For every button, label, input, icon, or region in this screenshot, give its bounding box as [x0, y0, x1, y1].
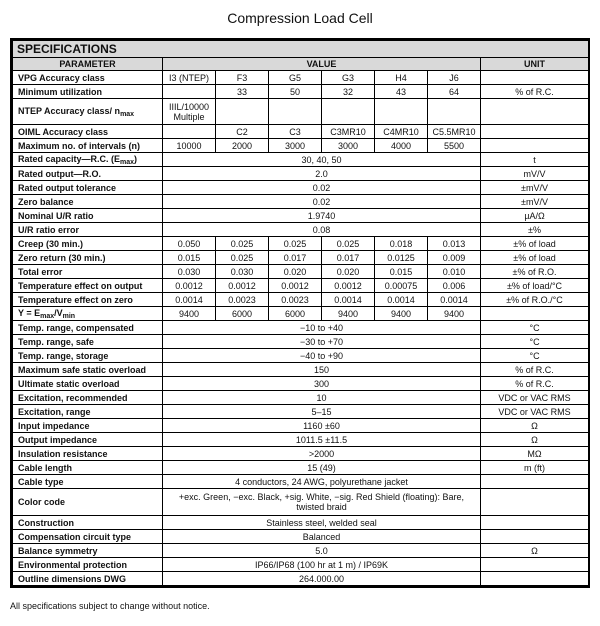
unit-cell: [481, 99, 589, 125]
value-cell: −30 to +70: [163, 335, 481, 349]
parameter-label: Excitation, recommended: [18, 392, 128, 403]
value-cell: 0.025: [216, 251, 269, 265]
value-cell: +exc. Green, −exc. Black, +sig. White, −sig. Red Shield (floating): Bare, twisted braid: [163, 489, 481, 516]
table-row: [13, 237, 589, 251]
value-cell: 0.0125: [375, 251, 428, 265]
specifications-table: [10, 38, 590, 588]
value-cell: 9400: [163, 307, 216, 321]
value-cell: 0.025: [269, 237, 322, 251]
parameter-label: Maximum no. of intervals (n): [18, 140, 141, 151]
table-row: [13, 85, 589, 99]
value-cell: 0.02: [163, 195, 481, 209]
value-cell: 9400: [375, 307, 428, 321]
parameter-cell: [13, 558, 163, 572]
value-cell: C5.5MR10: [428, 125, 481, 139]
parameter-cell: [13, 530, 163, 544]
value-cell: 0.0014: [163, 293, 216, 307]
table-row: [13, 544, 589, 558]
unit-cell: [481, 572, 589, 586]
parameter-cell: [13, 209, 163, 223]
parameter-label: OIML Accuracy class: [18, 126, 109, 137]
unit-cell: [481, 530, 589, 544]
unit-cell: mV/V: [481, 167, 589, 181]
column-header-value: VALUE: [163, 58, 481, 71]
parameter-subscript: max: [40, 312, 55, 320]
unit-cell: °C: [481, 335, 589, 349]
value-cell: 9400: [322, 307, 375, 321]
value-cell: 50: [269, 85, 322, 99]
unit-cell: [481, 125, 589, 139]
table-row: [13, 307, 589, 321]
value-cell: Balanced: [163, 530, 481, 544]
parameter-suffix: ): [134, 153, 138, 164]
value-cell: >2000: [163, 447, 481, 461]
value-cell: [428, 99, 481, 125]
parameter-label: Temperature effect on zero: [18, 294, 133, 305]
table-row: [13, 475, 589, 489]
value-cell: [269, 99, 322, 125]
parameter-label: Total error: [18, 266, 63, 277]
parameter-cell: [13, 544, 163, 558]
table-row: [13, 572, 589, 586]
value-cell: 0.017: [269, 251, 322, 265]
parameter-label: Outline dimensions DWG: [18, 573, 127, 584]
parameter-label: Output impedance: [18, 434, 98, 445]
value-cell: 150: [163, 363, 481, 377]
table-row: [13, 181, 589, 195]
table-row: [13, 391, 589, 405]
unit-cell: [481, 139, 589, 153]
value-cell: C3: [269, 125, 322, 139]
parameter-cell: [13, 139, 163, 153]
unit-cell: [481, 475, 589, 489]
table-row: [13, 195, 589, 209]
value-cell: 0.0012: [322, 279, 375, 293]
parameter-cell: [13, 279, 163, 293]
parameter-label: Y = E: [18, 307, 41, 318]
unit-cell: [481, 489, 589, 516]
value-cell: 0.02: [163, 181, 481, 195]
parameter-subscript: min: [62, 312, 76, 320]
value-cell: 1011.5 ±11.5: [163, 433, 481, 447]
parameter-label: Creep (30 min.): [18, 238, 84, 249]
value-cell: 5.0: [163, 544, 481, 558]
unit-cell: Ω: [481, 544, 589, 558]
unit-cell: ±% of load/°C: [481, 279, 589, 293]
unit-cell: ±% of R.O./°C: [481, 293, 589, 307]
unit-cell: °C: [481, 321, 589, 335]
parameter-cell: [13, 181, 163, 195]
unit-cell: °C: [481, 349, 589, 363]
table-row: [13, 223, 589, 237]
section-header-row: [13, 41, 589, 58]
parameter-cell: [13, 265, 163, 279]
unit-cell: [481, 307, 589, 321]
table-row: [13, 251, 589, 265]
value-cell: [322, 99, 375, 125]
table-row: [13, 363, 589, 377]
value-cell: −40 to +90: [163, 349, 481, 363]
parameter-label: NTEP Accuracy class/ n: [18, 105, 121, 116]
unit-cell: ±% of load: [481, 251, 589, 265]
unit-cell: ±% of R.O.: [481, 265, 589, 279]
table-row: [13, 99, 589, 125]
value-cell: 0.0023: [269, 293, 322, 307]
table-row: [13, 125, 589, 139]
value-cell: 0.0012: [163, 279, 216, 293]
unit-cell: VDC or VAC RMS: [481, 391, 589, 405]
parameter-label: Maximum safe static overload: [18, 364, 147, 375]
table-row: [13, 349, 589, 363]
parameter-label: Zero balance: [18, 196, 74, 207]
parameter-cell: [13, 349, 163, 363]
unit-cell: m (ft): [481, 461, 589, 475]
value-cell: 9400: [428, 307, 481, 321]
parameter-cell: [13, 419, 163, 433]
parameter-cell: [13, 447, 163, 461]
value-cell: G5: [269, 71, 322, 85]
parameter-cell: [13, 391, 163, 405]
parameter-label: Insulation resistance: [18, 448, 108, 459]
value-cell: 1.9740: [163, 209, 481, 223]
value-cell: 0.020: [269, 265, 322, 279]
parameter-label: Temp. range, compensated: [18, 322, 134, 333]
parameter-label: Input impedance: [18, 420, 90, 431]
parameter-label: Color code: [18, 497, 66, 507]
value-cell: 0.013: [428, 237, 481, 251]
table-row: [13, 447, 589, 461]
parameter-label: Compensation circuit type: [18, 531, 132, 542]
parameter-label: Cable type: [18, 476, 64, 487]
unit-cell: [481, 558, 589, 572]
unit-cell: [481, 516, 589, 530]
table-row: [13, 209, 589, 223]
table-row: [13, 461, 589, 475]
value-cell: IIIL/10000 Multiple: [163, 99, 216, 125]
parameter-cell: [13, 516, 163, 530]
parameter-cell: [13, 125, 163, 139]
parameter-cell: [13, 293, 163, 307]
value-cell: 6000: [216, 307, 269, 321]
value-cell: 0.017: [322, 251, 375, 265]
value-cell: 3000: [322, 139, 375, 153]
value-cell: [163, 85, 216, 99]
parameter-cell: [13, 251, 163, 265]
parameter-label: U/R ratio error: [18, 224, 80, 235]
parameter-cell: [13, 433, 163, 447]
table-row: [13, 405, 589, 419]
parameter-cell: [13, 405, 163, 419]
value-cell: 4 conductors, 24 AWG, polyurethane jacket: [163, 475, 481, 489]
value-cell: 0.08: [163, 223, 481, 237]
unit-cell: ±mV/V: [481, 181, 589, 195]
parameter-cell: [13, 377, 163, 391]
value-cell: 0.0014: [375, 293, 428, 307]
table-row: [13, 71, 589, 85]
table-row: [13, 558, 589, 572]
value-cell: 10000: [163, 139, 216, 153]
value-cell: 0.0023: [216, 293, 269, 307]
value-cell: 0.030: [216, 265, 269, 279]
value-cell: 43: [375, 85, 428, 99]
column-header-parameter: PARAMETER: [13, 58, 163, 71]
value-cell: 0.0012: [216, 279, 269, 293]
value-cell: 15 (49): [163, 461, 481, 475]
parameter-label: Ultimate static overload: [18, 378, 120, 389]
document-title: Compression Load Cell: [227, 10, 373, 26]
value-cell: 0.015: [163, 251, 216, 265]
parameter-label: Rated output tolerance: [18, 182, 117, 193]
unit-cell: t: [481, 153, 589, 167]
value-cell: C2: [216, 125, 269, 139]
parameter-cell: [13, 475, 163, 489]
parameter-cell: [13, 153, 163, 167]
value-cell: Stainless steel, welded seal: [163, 516, 481, 530]
parameter-cell: [13, 195, 163, 209]
value-cell: 3000: [269, 139, 322, 153]
value-cell: 2000: [216, 139, 269, 153]
value-cell: IP66/IP68 (100 hr at 1 m) / IP69K: [163, 558, 481, 572]
value-cell: [375, 99, 428, 125]
value-cell: C4MR10: [375, 125, 428, 139]
value-cell: 0.025: [216, 237, 269, 251]
parameter-cell: [13, 461, 163, 475]
table-row: [13, 530, 589, 544]
value-cell: 0.0014: [322, 293, 375, 307]
unit-cell: MΩ: [481, 447, 589, 461]
value-cell: −10 to +40: [163, 321, 481, 335]
table-row: [13, 516, 589, 530]
table-row: [13, 377, 589, 391]
parameter-label: Excitation, range: [18, 406, 91, 417]
specifications-body: [13, 41, 589, 586]
value-cell: F3: [216, 71, 269, 85]
unit-cell: % of R.C.: [481, 85, 589, 99]
table-row: [13, 167, 589, 181]
value-cell: 0.00075: [375, 279, 428, 293]
parameter-subscript: max: [120, 158, 135, 166]
value-cell: 2.0: [163, 167, 481, 181]
value-cell: 33: [216, 85, 269, 99]
value-cell: 0.015: [375, 265, 428, 279]
value-cell: 64: [428, 85, 481, 99]
value-cell: 0.020: [322, 265, 375, 279]
unit-cell: µA/Ω: [481, 209, 589, 223]
parameter-suffix: /V: [54, 307, 63, 318]
value-cell: 0.0014: [428, 293, 481, 307]
unit-cell: % of R.C.: [481, 363, 589, 377]
value-cell: 300: [163, 377, 481, 391]
unit-cell: ±mV/V: [481, 195, 589, 209]
value-cell: 32: [322, 85, 375, 99]
parameter-cell: [13, 572, 163, 586]
footnote: All specifications subject to change without notice.: [10, 601, 210, 611]
value-cell: H4: [375, 71, 428, 85]
parameter-label: Cable length: [18, 462, 73, 473]
parameter-cell: [13, 321, 163, 335]
unit-cell: [481, 71, 589, 85]
value-cell: 10: [163, 391, 481, 405]
parameter-label: VPG Accuracy class: [18, 72, 105, 83]
table-row: [13, 153, 589, 167]
parameter-cell: [13, 223, 163, 237]
parameter-cell: [13, 335, 163, 349]
table-row: [13, 279, 589, 293]
parameter-cell: [13, 99, 163, 125]
table-row: [13, 321, 589, 335]
value-cell: 0.025: [322, 237, 375, 251]
table-row: [13, 489, 589, 516]
unit-cell: ±% of load: [481, 237, 589, 251]
unit-cell: Ω: [481, 433, 589, 447]
value-cell: [163, 125, 216, 139]
value-cell: J6: [428, 71, 481, 85]
parameter-label: Environmental protection: [18, 559, 128, 570]
value-cell: I3 (NTEP): [163, 71, 216, 85]
parameter-cell: [13, 85, 163, 99]
value-cell: 0.009: [428, 251, 481, 265]
column-header-row: [13, 58, 589, 71]
value-cell: 1160 ±60: [163, 419, 481, 433]
unit-cell: % of R.C.: [481, 377, 589, 391]
parameter-cell: [13, 167, 163, 181]
value-cell: 0.018: [375, 237, 428, 251]
table-row: [13, 265, 589, 279]
table-row: [13, 335, 589, 349]
table-row: [13, 293, 589, 307]
value-cell: 0.010: [428, 265, 481, 279]
value-cell: 5500: [428, 139, 481, 153]
value-cell: 0.050: [163, 237, 216, 251]
parameter-label: Balance symmetry: [18, 545, 98, 556]
value-cell: [216, 99, 269, 125]
value-cell: 30, 40, 50: [163, 153, 481, 167]
parameter-label: Rated output—R.O.: [18, 168, 101, 179]
parameter-cell: [13, 307, 163, 321]
section-title: SPECIFICATIONS: [13, 41, 589, 58]
parameter-label: Zero return (30 min.): [18, 252, 106, 263]
column-header-unit: UNIT: [481, 58, 589, 71]
value-cell: 6000: [269, 307, 322, 321]
unit-cell: ±%: [481, 223, 589, 237]
parameter-label: Construction: [18, 517, 74, 528]
parameter-label: Minimum utilization: [18, 86, 102, 97]
value-cell: 0.006: [428, 279, 481, 293]
value-cell: 4000: [375, 139, 428, 153]
parameter-cell: [13, 71, 163, 85]
parameter-label: Rated capacity—R.C. (E: [18, 153, 121, 164]
unit-cell: Ω: [481, 419, 589, 433]
value-cell: 0.030: [163, 265, 216, 279]
table-row: [13, 433, 589, 447]
parameter-cell: [13, 237, 163, 251]
parameter-label: Temp. range, storage: [18, 350, 109, 361]
parameter-label: Temperature effect on output: [18, 280, 143, 291]
value-cell: G3: [322, 71, 375, 85]
table-row: [13, 419, 589, 433]
parameter-label: Nominal U/R ratio: [18, 210, 94, 221]
parameter-cell: [13, 363, 163, 377]
value-cell: 264.000.00: [163, 572, 481, 586]
parameter-subscript: max: [120, 110, 135, 118]
value-cell: 5–15: [163, 405, 481, 419]
parameter-cell: [13, 489, 163, 516]
value-cell: 0.0012: [269, 279, 322, 293]
parameter-label: Temp. range, safe: [18, 336, 94, 347]
table-row: [13, 139, 589, 153]
value-cell: C3MR10: [322, 125, 375, 139]
unit-cell: VDC or VAC RMS: [481, 405, 589, 419]
